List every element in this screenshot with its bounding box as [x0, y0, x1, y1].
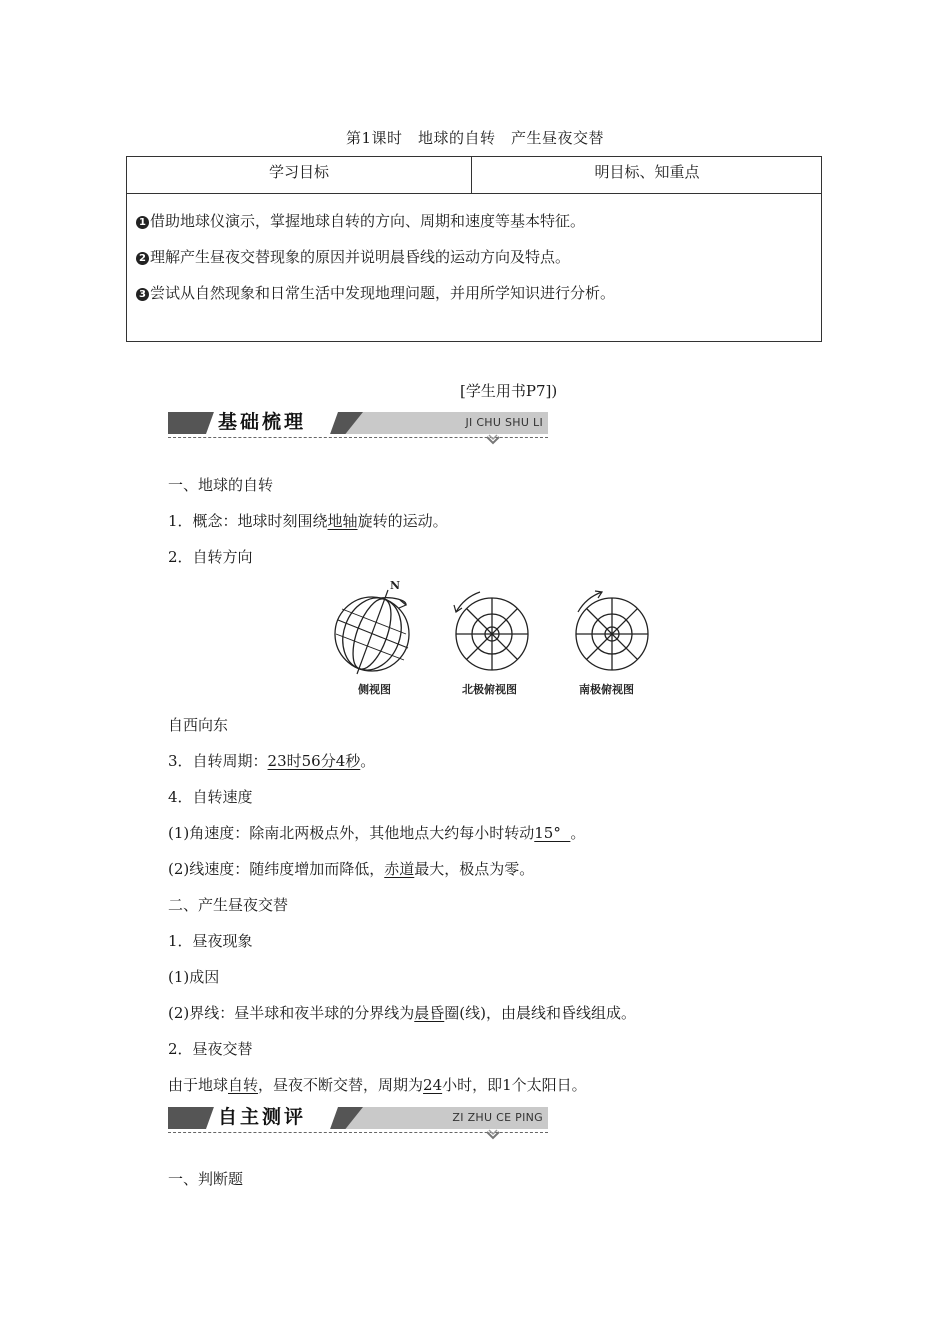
speed-heading: 4．自转速度: [168, 788, 253, 806]
answer-blank: 赤道: [384, 860, 415, 878]
direction-answer: 自西向东: [168, 716, 229, 734]
answer-blank: 自转: [228, 1076, 259, 1094]
boundary-line: (2)界线：昼半球和夜半球的分界线为晨昏圈(线)，由晨线和昏线组成。: [168, 1004, 636, 1022]
cause-line: (1)成因: [168, 968, 220, 986]
direction-heading: 2．自转方向: [168, 548, 253, 566]
answer-blank: 地轴: [327, 512, 358, 530]
section-banner-basics: [168, 410, 550, 446]
chevron-down-icon: [486, 434, 500, 448]
page-title: 第1课时 地球的自转 产生昼夜交替: [345, 129, 605, 147]
objectives-header-right: 明目标、知重点: [594, 163, 700, 181]
caption-north-view: 北极俯视图: [462, 683, 517, 696]
banner-pinyin: ZI ZHU CE PING: [452, 1111, 543, 1124]
rotation-diagrams: [330, 578, 660, 678]
objectives-table: [126, 156, 822, 342]
objective-item: [136, 245, 615, 281]
answer-blank: 23时56分4秒: [267, 752, 361, 770]
linear-speed-line: (2)线速度：随纬度增加而降低，赤道最大，极点为零。: [168, 860, 535, 878]
caption-side-view: 侧视图: [358, 683, 391, 696]
angular-speed-line: (1)角速度：除南北两极点外，其他地点大约每小时转动15° 。: [168, 824, 586, 842]
south-pole-view: [576, 591, 648, 670]
section-heading: 一、地球的自转: [168, 476, 274, 494]
north-label: N: [390, 579, 401, 592]
banner-label: 自主测评: [218, 1106, 307, 1128]
objective-item: [136, 281, 615, 317]
rotation-figure: [330, 578, 660, 703]
answer-blank: 15°: [534, 824, 571, 842]
book-reference: [学生用书P7]): [460, 382, 558, 400]
number-badge: 2: [136, 252, 149, 265]
number-badge: 1: [136, 216, 149, 229]
objective-text: 尝试从自然现象和日常生活中发现地理问题，并用所学知识进行分析。: [150, 284, 616, 302]
alternation-line: 由于地球自转，昼夜不断交替，周期为24小时，即1个太阳日。: [168, 1076, 587, 1094]
answer-blank: 晨昏: [414, 1004, 445, 1022]
objective-item: [136, 209, 615, 245]
section-heading: 二、产生昼夜交替: [168, 896, 289, 914]
phenomenon-heading: 1．昼夜现象: [168, 932, 253, 950]
caption-south-view: 南极俯视图: [579, 683, 634, 696]
section-banner-selftest: [168, 1105, 550, 1141]
banner-pinyin: JI CHU SHU LI: [465, 416, 543, 429]
objectives-header: [127, 157, 821, 194]
banner-label: 基础梳理: [218, 411, 307, 433]
period-line: 3．自转周期：23时56分4秒。: [168, 752, 376, 770]
number-badge: 3: [136, 288, 149, 301]
alternation-heading: 2．昼夜交替: [168, 1040, 253, 1058]
answer-blank: 24: [423, 1076, 443, 1094]
side-view-globe: [333, 590, 411, 678]
concept-line: 1．概念：地球时刻围绕地轴旋转的运动。: [168, 512, 448, 530]
objective-text: 借助地球仪演示，掌握地球自转的方向、周期和速度等基本特征。: [150, 212, 586, 230]
section-heading: 一、判断题: [168, 1170, 244, 1188]
objectives-list: [136, 209, 615, 317]
objectives-header-left: 学习目标: [127, 157, 472, 193]
objective-text: 理解产生昼夜交替现象的原因并说明晨昏线的运动方向及特点。: [150, 248, 571, 266]
north-pole-view: [454, 592, 528, 670]
chevron-down-icon: [486, 1129, 500, 1143]
